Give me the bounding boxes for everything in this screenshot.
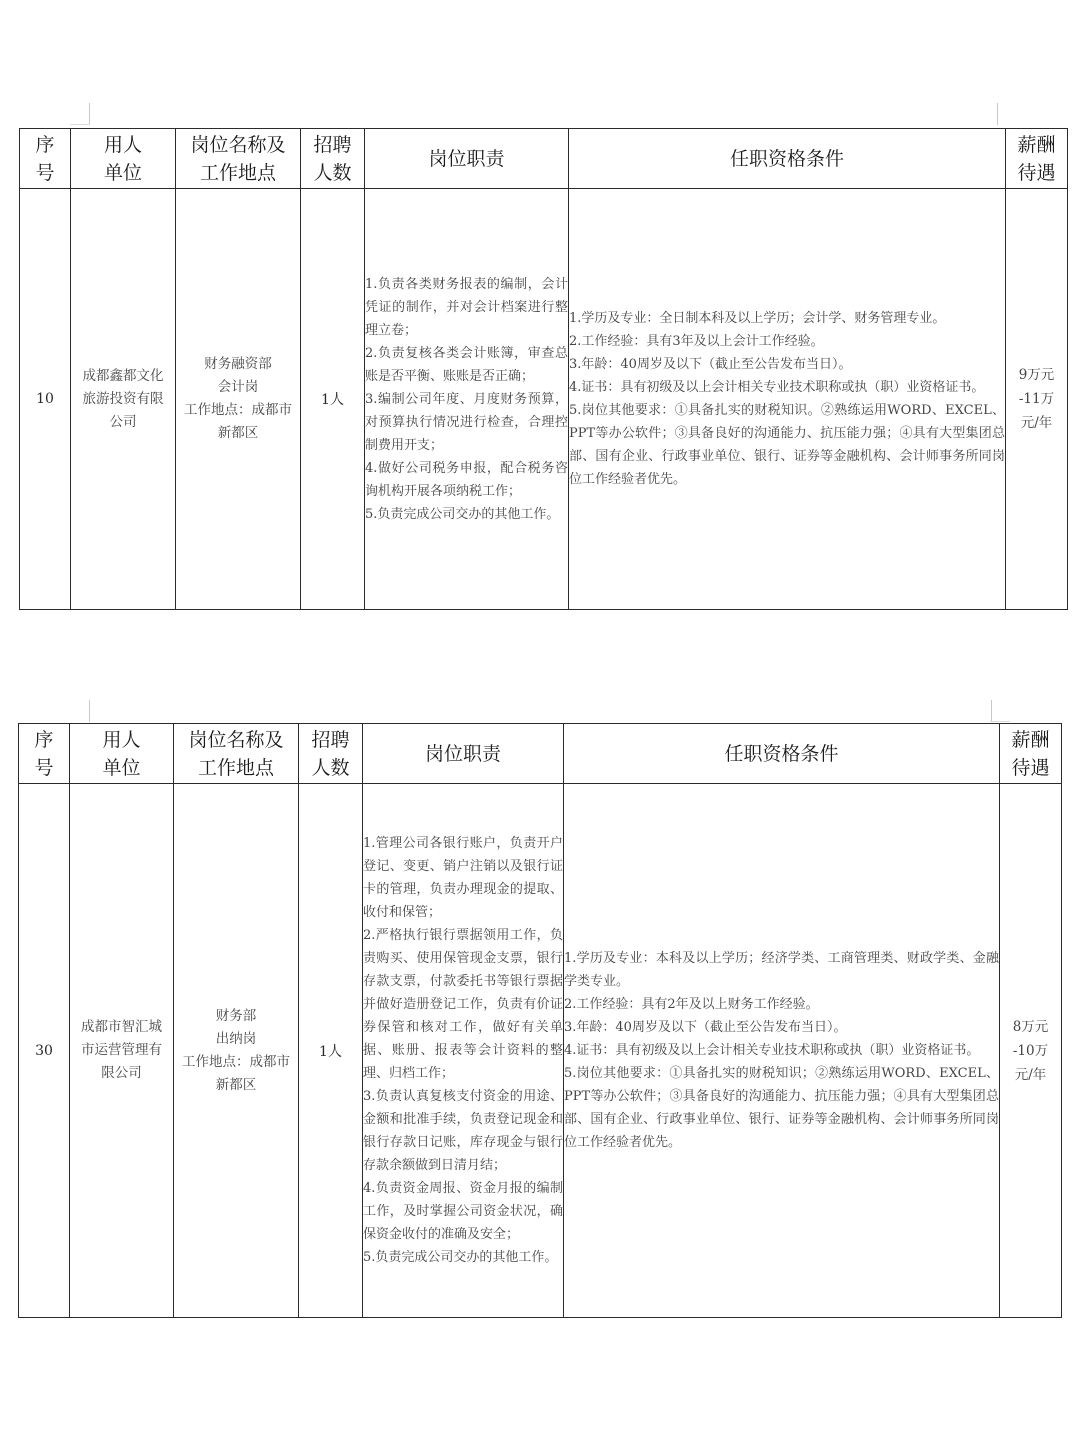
crop-mark [990,721,1010,722]
header-requirements: 任职资格条件 [569,129,1006,189]
job-position: 财务融资部 会计岗 工作地点：成都市 新都区 [176,189,301,610]
crop-mark [997,103,998,125]
header-requirements: 任职资格条件 [564,724,1000,784]
header-unit: 用人 单位 [70,724,174,784]
header-seq: 序 号 [19,724,70,784]
job-salary: 8万元 -10万 元/年 [1000,784,1062,1318]
job-seq: 10 [20,189,71,610]
header-duties: 岗位职责 [363,724,564,784]
crop-mark [991,700,992,722]
table-row [19,784,1062,1318]
crop-mark [70,124,90,125]
job-count: 1人 [299,784,363,1318]
header-position: 岗位名称及 工作地点 [174,724,299,784]
job-salary: 9万元 -11万 元/年 [1006,189,1068,610]
header-count: 招聘 人数 [299,724,363,784]
job-unit: 成都鑫都文化 旅游投资有限 公司 [71,189,176,610]
header-count: 招聘 人数 [301,129,365,189]
job-unit: 成都市智汇城 市运营管理有 限公司 [70,784,174,1318]
job-table-1 [19,128,1068,610]
header-row [20,129,1068,189]
job-duties: 1.管理公司各银行账户，负责开户登记、变更、销户注销以及银行证卡的管理，负责办理现金的提取、收付和保管； 2.严格执行银行票据领用工作，负责购买、使用保管现金支票，银行存款支票，付款委托书等银行票据并做好造册登记工作，负责有价证券保管和核对工作，做好有关单据、账册、报表等会计资料的整理、归档工作； 3.负责认真复核支付资金的用途、金额和批准手续，负责登记现金和银行存款日记账，库存现金与银行存款余额做到日清月结； 4.负责资金周报、资金月报的编制工作，及时掌握公司资金状况，确保资金收付的准确及安全； 5.负责完成公司交办的其他工作。 [363,784,564,1318]
crop-mark [89,700,90,722]
header-salary: 薪酬 待遇 [1000,724,1062,784]
job-position: 财务部 出纳岗 工作地点：成都市 新都区 [174,784,299,1318]
job-duties: 1.负责各类财务报表的编制，会计凭证的制作，并对会计档案进行整理立卷； 2.负责复核各类会计账簿，审查总账是否平衡、账账是否正确； 3.编制公司年度、月度财务预算，对预算执行情况进行检查，合理控制费用开支； 4.做好公司税务申报，配合税务咨询机构开展各项纳税工作； 5.负责完成公司交办的其他工作。 [365,189,569,610]
header-unit: 用人 单位 [71,129,176,189]
header-duties: 岗位职责 [365,129,569,189]
job-requirements: 1.学历及专业：本科及以上学历；经济学类、工商管理类、财政学类、金融学类专业。 2.工作经验：具有2年及以上财务工作经验。 3.年龄：40周岁及以下（截止至公告发布当日）。 4.证书：具有初级及以上会计相关专业技术职称或执（职）业资格证书。 5.岗位其他要求：①具备扎实的财税知识；②熟练运用WORD、EXCEL、PPT等办公软件；③具备良好的沟通能力、抗压能力强；④具有大型集团总部、国有企业、行政事业单位、银行、证券等金融机构、会计师事务所同岗位工作经验者优先。 [564,784,1000,1318]
crop-mark [89,103,90,125]
header-seq: 序 号 [20,129,71,189]
job-requirements: 1.学历及专业：全日制本科及以上学历；会计学、财务管理专业。 2.工作经验：具有3年及以上会计工作经验。 3.年龄：40周岁及以下（截止至公告发布当日）。 4.证书：具有初级及以上会计相关专业技术职称或执（职）业资格证书。 5.岗位其他要求：①具备扎实的财税知识。②熟练运用WORD、EXCEL、PPT等办公软件；③具备良好的沟通能力、抗压能力强；④具有大型集团总部、国有企业、行政事业单位、银行、证券等金融机构、会计师事务所同岗位工作经验者优先。 [569,189,1006,610]
header-position: 岗位名称及 工作地点 [176,129,301,189]
header-salary: 薪酬 待遇 [1006,129,1068,189]
job-table-2 [18,723,1062,1318]
table-row [20,189,1068,610]
job-count: 1人 [301,189,365,610]
job-seq: 30 [19,784,70,1318]
header-row [19,724,1062,784]
